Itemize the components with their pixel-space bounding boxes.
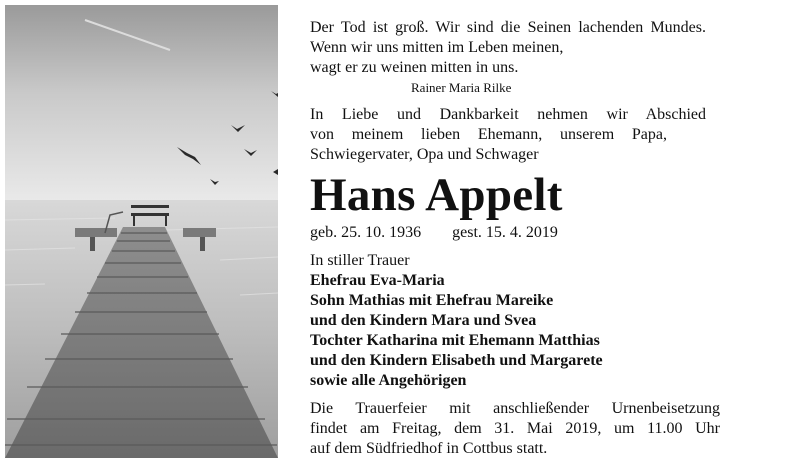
mourner-name: und den Kindern Elisabeth und Margarete [310, 352, 603, 369]
farewell-line: Schwiegervater, Opa und Schwager [310, 146, 539, 163]
poem [310, 18, 790, 97]
poem-line: Der Tod ist groß. Wir sind die Seinen lachenden Mundes. [310, 19, 706, 36]
birth-date: geb. 25. 10. 1936 [310, 224, 422, 241]
farewell-line: In Liebe und Dankbarkeit nehmen wir Abschied [310, 106, 706, 123]
poem-line: wagt er zu weinen mitten in uns. [310, 59, 519, 76]
obituary-text [310, 18, 790, 459]
farewell-text [310, 105, 790, 165]
farewell-line: von meinem lieben Ehemann, unserem Papa, [310, 126, 667, 143]
mourner-name: sowie alle Angehörigen [310, 372, 467, 389]
mourners-list [310, 251, 790, 391]
mourners-intro: In stiller Trauer [310, 252, 410, 269]
deceased-name: Hans Appelt [310, 169, 563, 221]
mourner-name: und den Kindern Mara und Svea [310, 312, 537, 329]
death-date: gest. 15. 4. 2019 [452, 224, 558, 241]
pier-photo [5, 5, 278, 458]
mourner-name: Ehefrau Eva-Maria [310, 272, 445, 289]
poem-author: Rainer Maria Rilke [411, 80, 512, 95]
funeral-info [310, 399, 790, 459]
mourner-name: Tochter Katharina mit Ehemann Matthias [310, 332, 600, 349]
mourner-name: Sohn Mathias mit Ehefrau Mareike [310, 292, 554, 309]
life-dates [310, 223, 790, 243]
funeral-line: findet am Freitag, dem 31. Mai 2019, um 11.00 Uhr [310, 420, 720, 437]
funeral-line: auf dem Südfriedhof in Cottbus statt. [310, 440, 548, 457]
poem-line: Wenn wir uns mitten im Leben meinen, [310, 39, 564, 56]
funeral-line: Die Trauerfeier mit anschließender Urnenbeisetzung [310, 400, 720, 417]
